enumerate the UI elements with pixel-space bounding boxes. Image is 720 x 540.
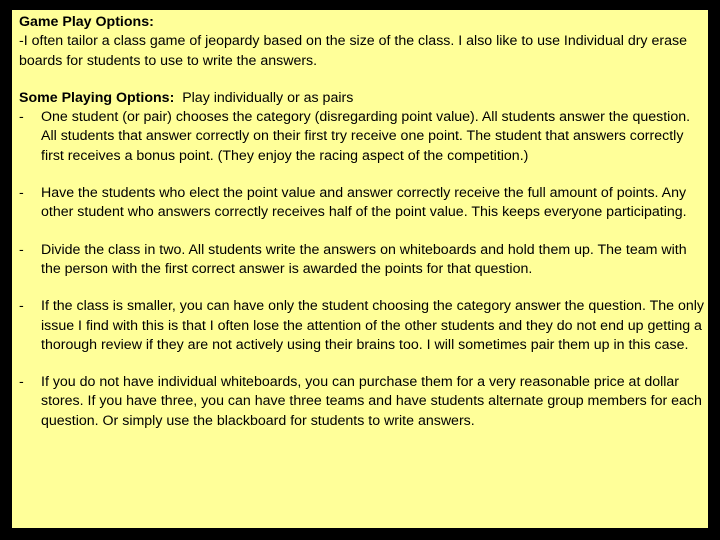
bullet-dash: -: [19, 185, 24, 202]
option-text: Have the students who elect the point value and answer correctly receive the full amount of points. Any other student who answers correctly receives half of the point value. This keeps everyone participating.: [41, 185, 687, 221]
bullet-dash: -: [19, 298, 24, 315]
bullet-dash: -: [19, 241, 24, 258]
game-play-heading: Game Play Options:: [19, 14, 154, 30]
playing-options-subtitle: Play individually or as pairs: [182, 89, 354, 106]
game-play-text: -I often tailor a class game of jeopardy based on the size of the class. I also like to use Individual dry erase boards for students to use to write the answers.: [19, 33, 687, 69]
playing-options-header: [19, 89, 708, 108]
option-text: If the class is smaller, you can have only the student choosing the category answer the question. The only issue I find with this is that I often lose the attention of the other students and they do not end up getting a thorough review if they are not actively using their brains too. I will sometimes pair them up in this case.: [41, 298, 704, 353]
playing-options-heading: Some Playing Options:: [19, 89, 175, 106]
option-item: [19, 108, 708, 166]
slide-page: [12, 10, 708, 528]
option-text: One student (or pair) chooses the category (disregarding point value). All students answer the question. All students that answer correctly on their first try receive one point. The student that answers correctly first receives a bonus point. (They enjoy the racing aspect of the competition.): [41, 109, 691, 164]
option-item: [19, 373, 708, 431]
bullet-dash: -: [19, 109, 24, 126]
option-item: [19, 184, 708, 223]
game-play-section: [19, 13, 708, 71]
option-item: [19, 297, 708, 355]
option-item: [19, 241, 708, 280]
bullet-dash: -: [19, 374, 24, 391]
option-text: If you do not have individual whiteboards, you can purchase them for a very reasonable price at dollar stores. If you have three, you can have three teams and have students alternate group members for each question. Or simply use the blackboard for students to write answers.: [41, 374, 702, 429]
option-text: Divide the class in two. All students write the answers on whiteboards and hold them up. The team with the person with the first correct answer is awarded the points for that question.: [41, 241, 687, 277]
